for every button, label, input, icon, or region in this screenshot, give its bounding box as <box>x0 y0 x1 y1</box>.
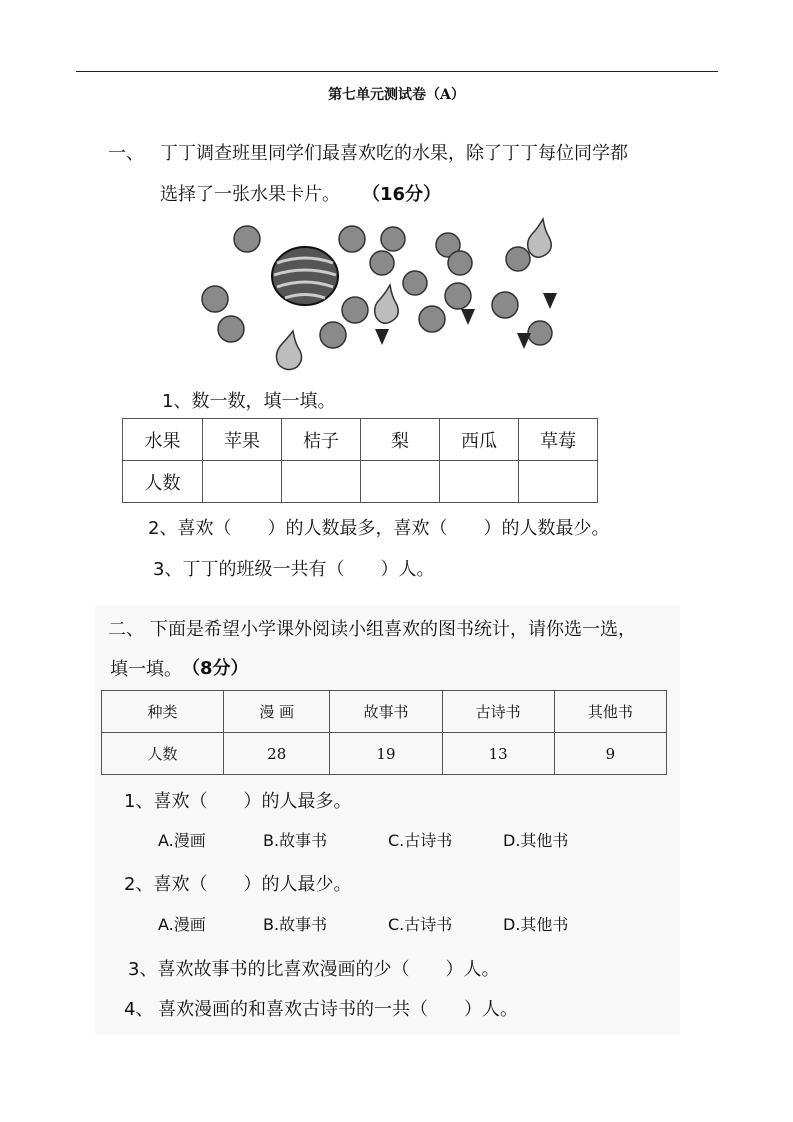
answer-cell[interactable] <box>439 461 518 503</box>
table-header-cell: 故事书 <box>330 691 442 733</box>
table-cell: 9 <box>554 733 666 775</box>
table-header-cell: 漫 画 <box>224 691 330 733</box>
option-d[interactable]: D.其他书 <box>503 915 569 934</box>
section2-q2: 2、喜欢（ ）的人最少。 <box>124 874 352 895</box>
answer-cell[interactable] <box>518 461 597 503</box>
option-b[interactable]: B.故事书 <box>263 831 328 850</box>
section2-line2: 填一填。 <box>110 659 182 680</box>
apple-icon <box>202 286 228 312</box>
section2-q1: 1、喜欢（ ）的人最多。 <box>124 791 352 812</box>
orange-icon <box>320 322 346 348</box>
section1-q1: 1、数一数，填一填。 <box>162 391 336 412</box>
option-a[interactable]: A.漫画 <box>158 915 206 934</box>
orange-icon <box>342 297 368 323</box>
table-row <box>102 733 667 775</box>
pear-icon <box>528 219 552 257</box>
option-d[interactable]: D.其他书 <box>503 831 569 850</box>
orange-icon <box>445 283 471 309</box>
strawberry-icon <box>543 293 557 309</box>
section1-number: 一、 <box>108 143 144 164</box>
orange-icon <box>403 271 427 295</box>
section2-q3: 3、喜欢故事书的比喜欢漫画的少（ ）人。 <box>128 959 500 980</box>
header-rule <box>76 71 718 72</box>
table-header-cell: 西瓜 <box>439 419 518 461</box>
section1-line1: 丁丁调查班里同学们最喜欢吃的水果，除了丁丁每位同学都 <box>160 143 628 164</box>
orange-icon <box>448 251 472 275</box>
strawberry-icon <box>461 309 475 325</box>
book-table <box>101 690 667 775</box>
section2-score: （8分） <box>182 658 249 679</box>
orange-icon <box>339 226 365 252</box>
pear-icon <box>375 285 399 323</box>
table-header-cell: 草莓 <box>518 419 597 461</box>
answer-cell[interactable] <box>202 461 281 503</box>
orange-icon <box>528 321 552 345</box>
apple-icon <box>234 226 260 252</box>
orange-icon <box>370 251 394 275</box>
orange-icon <box>506 247 530 271</box>
section1-score: （16分） <box>362 184 442 205</box>
table-header-cell: 其他书 <box>554 691 666 733</box>
page-title: 第七单元测试卷（A） <box>328 87 465 103</box>
orange-icon <box>381 227 405 251</box>
orange-icon <box>218 316 244 342</box>
section1-line2: 选择了一张水果卡片。 <box>160 184 340 205</box>
section1-q3: 3、丁丁的班级一共有（ ）人。 <box>153 559 435 580</box>
table-row-label: 人数 <box>123 461 203 503</box>
fruit-table <box>122 418 598 503</box>
answer-cell[interactable] <box>281 461 360 503</box>
answer-cell[interactable] <box>360 461 439 503</box>
pear-icon <box>276 331 301 370</box>
table-header-cell: 种类 <box>102 691 224 733</box>
table-header-cell: 梨 <box>360 419 439 461</box>
table-cell: 19 <box>330 733 442 775</box>
apple-icon <box>492 292 518 318</box>
table-cell: 28 <box>224 733 330 775</box>
table-header-cell: 水果 <box>123 419 203 461</box>
option-c[interactable]: C.古诗书 <box>388 915 453 934</box>
section2-line1: 下面是希望小学课外阅读小组喜欢的图书统计，请你选一选， <box>150 619 636 640</box>
watermelon-icon <box>272 247 338 305</box>
table-row <box>123 461 598 503</box>
apple-icon <box>419 306 445 332</box>
table-header-cell: 古诗书 <box>442 691 554 733</box>
table-row-label: 人数 <box>102 733 224 775</box>
option-a[interactable]: A.漫画 <box>158 831 206 850</box>
table-row <box>102 691 667 733</box>
table-header-cell: 苹果 <box>202 419 281 461</box>
section2-q4-number: 4、 <box>124 999 154 1020</box>
table-header-cell: 桔子 <box>281 419 360 461</box>
section1-q2: 2、喜欢（ ）的人数最多，喜欢（ ）的人数最少。 <box>148 518 610 539</box>
option-c[interactable]: C.古诗书 <box>388 831 453 850</box>
section2-number: 二、 <box>108 619 144 640</box>
strawberry-icon <box>375 329 389 345</box>
option-b[interactable]: B.故事书 <box>263 915 328 934</box>
table-row <box>123 419 598 461</box>
table-cell: 13 <box>442 733 554 775</box>
fruit-cards-illustration <box>195 213 575 373</box>
section2-q4: 喜欢漫画的和喜欢古诗书的一共（ ）人。 <box>158 999 518 1020</box>
strawberry-icon <box>517 333 531 349</box>
